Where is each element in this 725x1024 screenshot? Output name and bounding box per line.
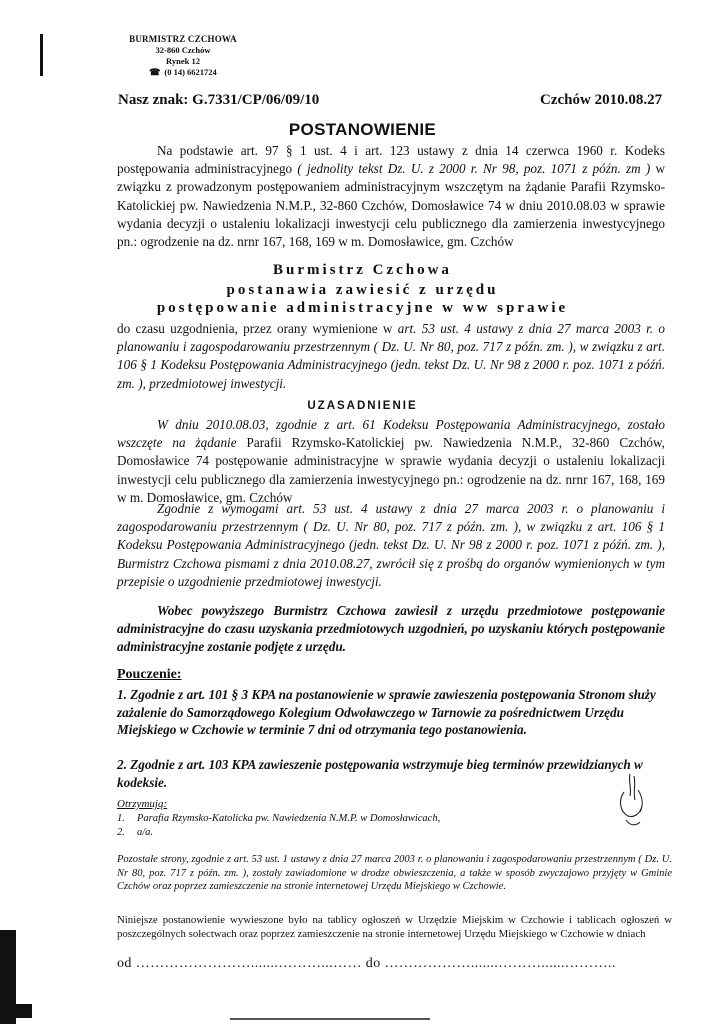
justification-paragraph-3 [117, 602, 665, 657]
letterhead-phone: (0 14) 6621724 [164, 67, 217, 77]
scan-edge-mark-foot [0, 1004, 32, 1018]
justification-text-2: Zgodnie z wymogami art. 53 ust. 4 ustawy z dnia 27 marca 2003 r. o planowaniu i zagospodarowaniu przestrzennym ( Dz. U. Nr 80, poz. 717 z późn. zm. ), w związku z art. 106 § 1 Kodeksu Postępowania Administracyjnego (jedn. tekst Dz. U. Nr 98 z 2000 r. poz. 1071 z późń. zm. ), Burmistrz Czchowa pismami z dnia 2010.08.27, zwrócił się z prośbą do organów wymienionych w tym przepisie o uzgodnienie przedmiotowej inwestycji. [117, 501, 665, 589]
decision-text-plain: do czasu uzgodnienia, przez orany wymienione w [117, 321, 393, 336]
justification-text-3: Wobec powyższego Burmistrz Czchowa zawiesił z urzędu przedmiotowe postępowanie administracyjne do czasu uzyskania przedmiotowych uzgodnień, po uzyskaniu których postępowanie administracyjne zostanie podjęte z urzędu. [117, 603, 665, 655]
scan-margin-mark [40, 34, 43, 76]
instruction-item-2: 2. Zgodnie z art. 103 KPA zawieszenie postępowania wstrzymuje bieg terminów przewidzianych w kodeksie. [117, 757, 643, 790]
decision-action: postanawia zawiesić z urzędu [226, 282, 499, 298]
justification-text-italic: W dniu 2010.08.03, zgodnie z art. 61 Kodeksu Postępowania Administracyjnego, zostało wszczęte na żądanie [117, 417, 665, 451]
intro-text-2: w związku z prowadzonym postępowaniem administracyjnym wszczętym na żądanie Parafii Rzymsko-Katolickiej pw. Nawiedzenia N.M.P., 32-860 Czchów, Domosławice 74 w dniu 2010.08.03 w sprawie wydania decyzji o ustaleniu lokalizacji inwestycji celu publicznego dla zamierzenia inwestycyjnego pn.: ogrodzenie na dz. nrnr 167, 168, 169 w m. Domosławice, gm. Czchów [117, 161, 666, 250]
letterhead-street: Rynek 12 [166, 56, 200, 66]
decision-subject: postępowanie administracyjne w ww sprawie [156, 300, 569, 316]
letterhead-name: BURMISTRZ CZCHOWA [129, 34, 237, 44]
letterhead-stamp [118, 34, 248, 78]
letterhead-phone-row [118, 67, 248, 78]
notice-posting: Niniejsze postanowienie wywieszone było na tablicy ogłoszeń w Urzędzie Miejskim w Czchowie i tablicach ogłoszeń w poszczególnych sołectwach oraz poprzez zamieszczenie na stronie internetowej Urzędu Miejskiego w Czchowie w dniach [117, 914, 672, 940]
justification-paragraph-2 [117, 500, 665, 591]
list-item: 1. Parafia Rzymsko-Katolicka pw. Nawiedzenia N.M.P. w Domosławicach, [117, 813, 441, 824]
posting-dates-line: od …………………….......………...…… do ……………….......………......……….. [117, 956, 616, 971]
intro-citation: ( jednolity tekst Dz. U. z 2000 r. Nr 98, poz. 1071 z późn. zm ) [297, 161, 651, 177]
intro-text-1: Na podstawie art. 97 § 1 ust. 4 i art. 123 ustawy z dnia 14 czerwca 1960 r. Kodeks postępowania administracyjnego [117, 143, 665, 177]
justification-heading: UZASADNIENIE [307, 400, 418, 412]
justification-text-plain: Parafii Rzymsko-Katolickiej pw. Nawiedzenia N.M.P., 32-860 Czchów, Domosławice 74 postępowanie administracyjne w sprawie wydania decyzji o ustaleniu lokalizacji inwestycji celu publicznego dla zamierzenia inwestycyjnego pn.: ogrodzenie na dz. nrnr 167, 168, 169 w m. Domosławice, gm. Czchów [117, 435, 665, 505]
telephone-icon: ☎ [149, 67, 161, 77]
instruction-item-1: 1. Zgodnie z art. 101 § 3 KPA na postanowienie w sprawie zawieszenia postępowania Stronom służy zażalenie do Samorządowego Kolegium Odwoławczego w Tarnowie za pośrednictwem Urzędu Miejskiego w Czchowie w terminie 7 dni od otrzymania tego postanowienia. [117, 687, 656, 738]
decision-authority: Burmistrz Czchowa [273, 262, 452, 278]
recipients-heading: Otrzymują: [117, 798, 168, 810]
list-item: 2. a/a. [117, 827, 154, 838]
handwritten-signature [612, 770, 652, 830]
reference-number: Nasz znak: G.7331/CP/06/09/10 [118, 92, 320, 108]
instruction-heading: Pouczenie: [117, 667, 182, 682]
letterhead-postal: 32-860 Czchów [155, 45, 211, 55]
place-date: Czchów 2010.08.27 [540, 92, 663, 108]
decision-text-italic: art. 53 ust. 4 ustawy z dnia 27 marca 2003 r. o planowaniu i zagospodarowaniu przestrzennym ( Dz. U. Nr 80, poz. 717 z późn. zm. ), w związku z art. 106 § 1 Kodeksu Postępowania Administracyjnego (jedn. tekst Dz. U. Nr 98 z 2000 r. poz. 1071 z późń. zm. ), przedmiotowej inwestycji. [117, 321, 665, 391]
justification-paragraph-1 [117, 416, 665, 507]
bottom-rule [230, 1018, 430, 1020]
decision-paragraph [117, 320, 665, 393]
document-title: POSTANOWIENIE [288, 120, 437, 139]
recipients-list [117, 812, 440, 840]
notice-other-parties: Pozostałe strony, zgodnie z art. 53 ust. 1 ustawy z dnia 27 marca 2003 r. o planowaniu i zagospodarowaniu przestrzennym ( Dz. U. Nr 80, poz. 717 z późn. zm. ), zostały zawiadomione w drodze obwieszczenia, a także w sposób zwyczajowo przyjęty w Gminie Czchów oraz poprzez zamieszczenie na stronie internetowej Urzędu Miejskiego w Czchowie. [117, 854, 672, 892]
intro-paragraph [117, 142, 665, 251]
